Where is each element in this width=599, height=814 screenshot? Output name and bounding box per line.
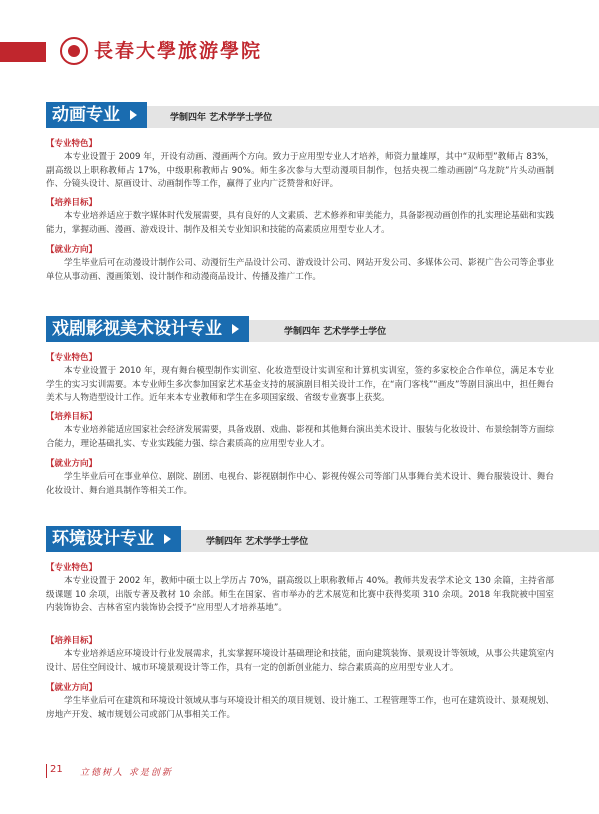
section-meta: 学制四年 艺术学学士学位: [170, 113, 273, 123]
tag-goals: 【培养目标】: [46, 412, 98, 422]
tag-goals: 【培养目标】: [46, 636, 98, 646]
footer-divider: [46, 764, 47, 778]
tag-goals: 【培养目标】: [46, 198, 98, 208]
paragraph-goals: 本专业培养适应于数字媒体时代发展需要，具有良好的人文素质、艺术修养和审美能力，具备影视动画创作的扎实理论基础和实践能力，掌握动画、漫画、游戏设计、制作及相关专业知识和技能的高素质应用型专业人才。: [46, 211, 554, 235]
page-number: 21: [50, 764, 63, 775]
tag-features: 【专业特色】: [46, 563, 98, 573]
tag-features: 【专业特色】: [46, 353, 98, 363]
paragraph-features: 本专业设置于 2010 年，现有舞台模型制作实训室、化妆造型设计实训室和计算机实训室，签约多家校企合作单位，满足本专业学生的实习实训需要。本专业师生多次参加国家艺术基金支持的展演剧目相关设计工作，在“南门客栈”“画皮”等剧目演出中，担任舞台美术与人物造型设计工作。近年来本专业教师和学生在多项国家级、省级专业赛事上获奖。: [46, 366, 554, 403]
school-name: 長春大學旅游學院: [94, 40, 263, 62]
section-title: 戏剧影视美术设计专业: [46, 316, 249, 342]
paragraph-careers: 学生毕业后可在建筑和环境设计领域从事与环境设计相关的项目规划、设计施工、工程管理等工作，也可在建筑设计、景观规划、房地产开发、城市规划公司或部门从事相关工作。: [46, 696, 554, 720]
tag-features: 【专业特色】: [46, 139, 98, 149]
tag-careers: 【就业方向】: [46, 459, 98, 469]
school-logo-icon: [60, 37, 88, 65]
section-title: 环境设计专业: [46, 526, 181, 552]
triangle-arrow-icon: [164, 534, 171, 544]
tag-careers: 【就业方向】: [46, 683, 98, 693]
paragraph-careers: 学生毕业后可在事业单位、剧院、剧团、电视台、影视剧制作中心、影视传媒公司等部门从事舞台美术设计、舞台服装设计、舞台化妆设计、舞台道具制作等相关工作。: [46, 472, 554, 496]
paragraph-goals: 本专业培养适应环境设计行业发展需求，扎实掌握环境设计基础理论和技能，面向建筑装饰、景观设计等领域，从事公共建筑室内设计、居住空间设计、城市环境景观设计等工作，具有一定的创新创业能力、综合素质高的应用型专业人才。: [46, 649, 554, 673]
triangle-arrow-icon: [232, 324, 239, 334]
paragraph-goals: 本专业培养能适应国家社会经济发展需要，具备戏剧、戏曲、影视和其他舞台演出美术设计、服装与化妆设计、布景绘制等方面综合能力，理论基础扎实、专业实践能力强、综合素质高的应用型专业人才。: [46, 425, 554, 449]
section-title: 动画专业: [46, 102, 147, 128]
paragraph-features: 本专业设置于 2002 年，教师中硕士以上学历占 70%，副高级以上职称教师占 40%。教师共发表学术论文 130 余篇，主持省部级课题 10 余项，出版专著及教材 10 余部。师生在国家、省市举办的艺术展览和比赛中获得奖项 310 余项。2018 年我院被中国室内装饰协会、吉林省室内装饰协会授予“应用型人才培养基地”。: [46, 576, 554, 613]
header-accent-bar: [0, 42, 46, 62]
paragraph-features: 本专业设置于 2009 年，开设有动画、漫画两个方向。致力于应用型专业人才培养，师资力量雄厚，其中“双师型”教师占 83%，副高级以上职称教师占 17%，中级职称教师占 90%。师生多次参与大型动漫项目制作，包括央视二维动画剧“乌龙院”片头动画制作、分镜头设计、原画设计、动画制作等工作，赢得了业内广泛赞誉和好评。: [46, 152, 554, 189]
paragraph-careers: 学生毕业后可在动漫设计制作公司、动漫衍生产品设计公司、游戏设计公司、网站开发公司、多媒体公司、影视广告公司等企事业单位从事动画、漫画策划、设计制作和动漫商品设计、传播及推广工作。: [46, 258, 554, 282]
footer-slogan: 立德树人 求是创新: [80, 768, 173, 778]
tag-careers: 【就业方向】: [46, 245, 98, 255]
section-meta: 学制四年 艺术学学士学位: [284, 327, 387, 337]
triangle-arrow-icon: [130, 110, 137, 120]
section-meta: 学制四年 艺术学学士学位: [206, 537, 309, 547]
